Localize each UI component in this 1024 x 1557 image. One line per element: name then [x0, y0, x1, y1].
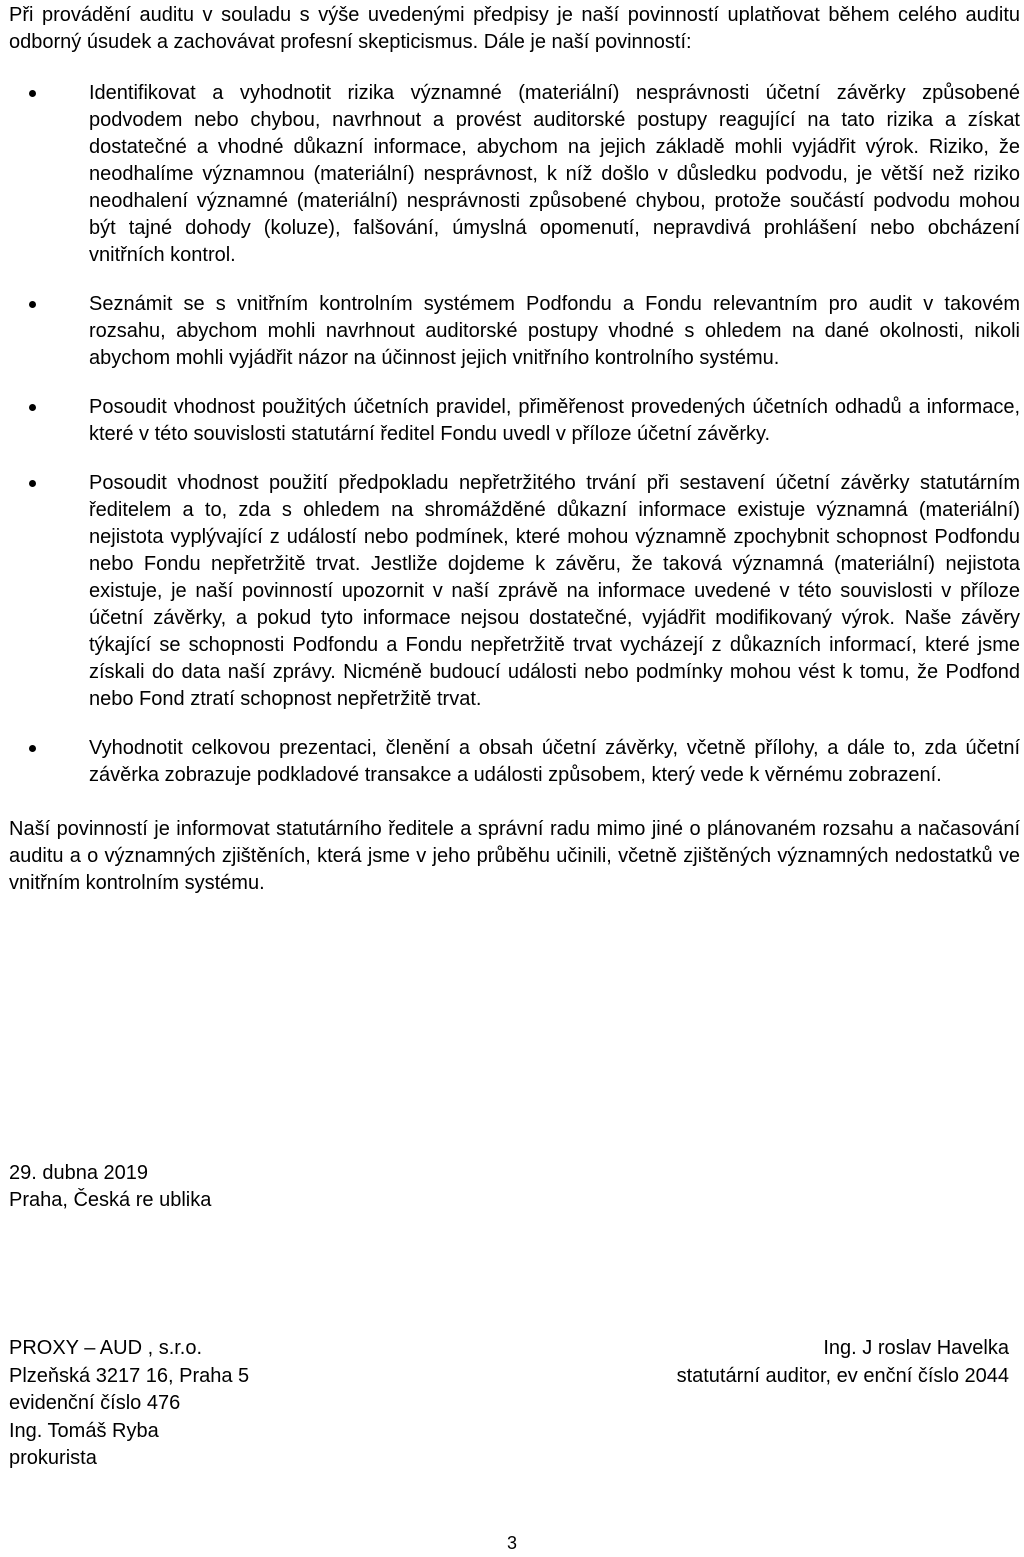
firm-registration: evidenční číslo 476 — [9, 1392, 181, 1414]
report-place: Praha, Česká re ublika — [9, 1189, 212, 1211]
firm-signatory-role: prokurista — [9, 1447, 97, 1469]
list-item — [9, 291, 1020, 372]
list-item — [9, 394, 1020, 448]
list-item-text: Posoudit vhodnost použitých účetních pravidel, přiměřenost provedených účetních odhadů a informace, které v této souvislosti statutární ředitel Fondu uvedl v příloze účetní závěrky. — [89, 396, 1020, 445]
list-item — [9, 470, 1020, 713]
report-date: 29. dubna 2019 — [9, 1162, 149, 1184]
firm-address: Plzeňská 3217 16, Praha 5 — [9, 1364, 250, 1387]
bullet-icon — [29, 480, 36, 487]
audit-firm-signature — [9, 1335, 249, 1473]
list-item — [9, 735, 1020, 789]
bullet-icon — [29, 90, 36, 97]
list-item-text: Posoudit vhodnost použití předpokladu nepřetržitého trvání při sestavení účetní závěrky statutárním ředitelem a to, zda s ohledem na shromážděné důkazní informace existuje významná (materiální) nejistota vyplývající z událostí nebo podmínek, které mohou významně zpochybnit schopnost Podfondu nebo Fondu nepřetržitě trvat. Jestliže dojdeme k závěru, že taková významná (materiální) nejistota existuje, je naší povinností upozornit v naší zprávě na informace uvedené v této souvislosti v příloze účetní závěrky, a pokud tyto informace nejsou dostatečné, vyjádřit modifikovaný výrok. Naše závěry týkající se schopnosti Podfondu a Fondu nepřetržitě trvat vycházejí z důkazních informací, které jsme získali do data naší zprávy. Nicméně budoucí události nebo podmínky mohou vést k tomu, že Podfond nebo Fond ztratí schopnost nepřetržitě trvat. — [89, 472, 1020, 710]
closing-paragraph: Naší povinností je informovat statutárního ředitele a správní radu mimo jiné o plánovaném rozsahu a načasování auditu a o významných zjištěních, která jsme v jeho průběhu učinili, včetně zjištěných významných nedostatků ve vnitřním kontrolním systému. — [9, 818, 1020, 894]
firm-name: PROXY – AUD , s.r.o. — [9, 1337, 203, 1359]
list-item-text: Vyhodnotit celkovou prezentaci, členění a obsah účetní závěrky, včetně přílohy, a dále to, zda účetní závěrka zobrazuje podkladové transakce a události způsobem, který vede k věrnému zobrazení. — [89, 737, 1020, 786]
list-item — [9, 80, 1020, 269]
bullet-icon — [29, 745, 36, 752]
duties-list — [9, 80, 1020, 789]
intro-paragraph: Při provádění auditu v souladu s výše uvedenými předpisy je naší povinností uplatňovat během celého auditu odborný úsudek a zachovávat profesní skepticismus. Dále je naší povinností: — [9, 4, 1020, 53]
place-date-block — [9, 1160, 211, 1214]
firm-signatory-name: Ing. Tomáš Ryba — [9, 1419, 159, 1442]
bullet-icon — [29, 404, 36, 411]
list-item-text: Seznámit se s vnitřním kontrolním systémem Podfondu a Fondu relevantním pro audit v takovém rozsahu, abychom mohli navrhnout auditorské postupy vhodné s ohledem na dané okolnosti, nikoli abychom mohli vyjádřit názor na účinnost jejich vnitřního kontrolního systému. — [89, 293, 1020, 369]
auditor-name: Ing. J roslav Havelka — [823, 1337, 1009, 1359]
document-page — [9, 2, 1020, 897]
page-number: 3 — [506, 1533, 517, 1553]
auditor-role: statutární auditor, ev enční číslo 2044 — [676, 1364, 1009, 1387]
auditor-signature — [677, 1335, 1009, 1390]
list-item-text: Identifikovat a vyhodnotit rizika významné (materiální) nesprávnosti účetní závěrky způsobené podvodem nebo chybou, navrhnout a provést auditorské postupy reagující na tato rizika a získat dostatečné a vhodné důkazní informace, abychom na jejich základě mohli vyjádřit výrok. Riziko, že neodhalíme významnou (materiální) nesprávnost, k níž došlo v důsledku podvodu, je větší než riziko neodhalení významné (materiální) nesprávnosti způsobené chybou, protože součástí podvodu mohou být tajné dohody (koluze), falšování, úmyslná opomenutí, nepravdivá prohlášení nebo obcházení vnitřních kontrol. — [89, 82, 1020, 266]
bullet-icon — [29, 301, 36, 308]
